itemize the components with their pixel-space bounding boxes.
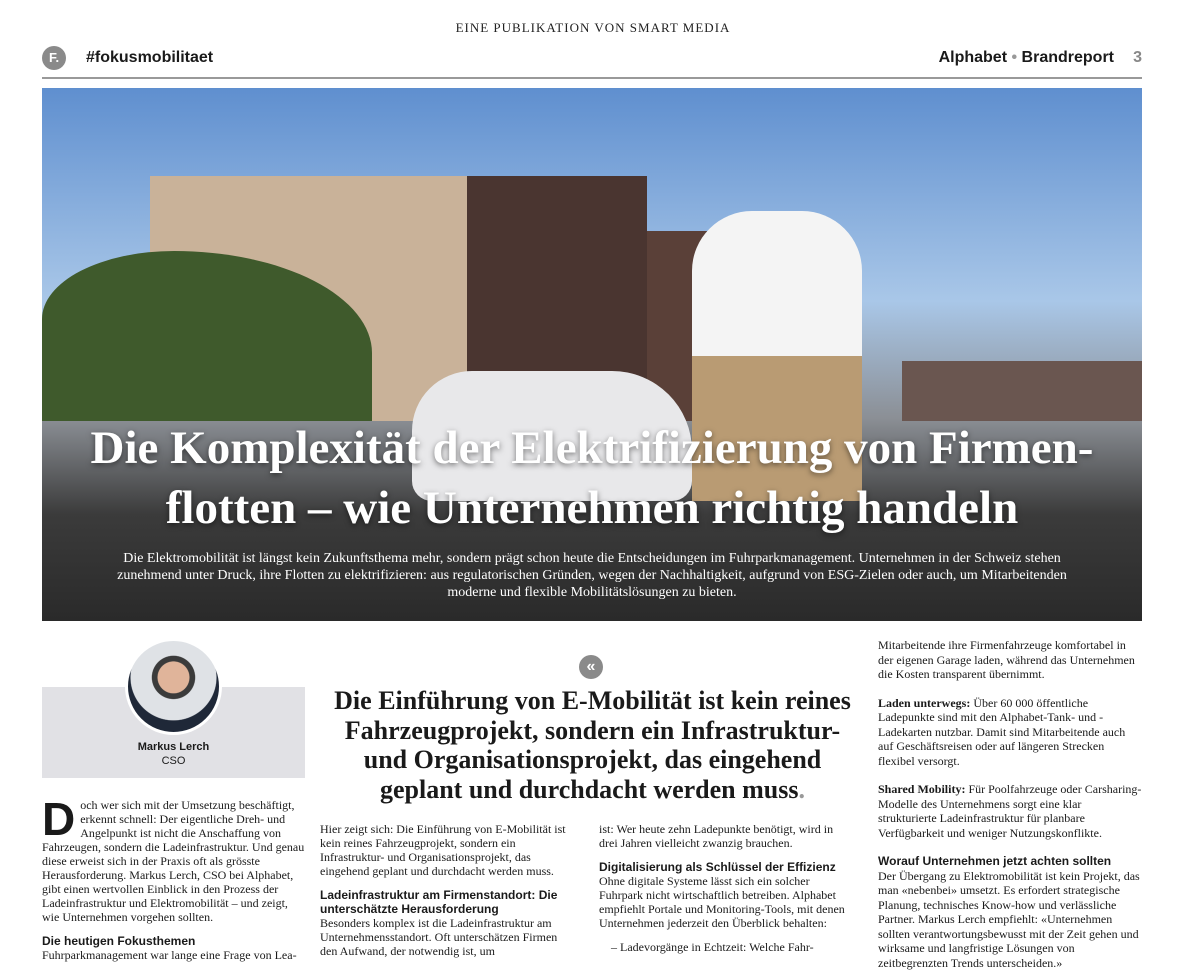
publication-line: EINE PUBLIKATION VON SMART MEDIA	[0, 20, 1186, 36]
hashtag: #fokusmobilitaet	[86, 49, 213, 67]
section-name: Brandreport	[1022, 49, 1114, 66]
quote-icon: «	[579, 655, 603, 679]
subheading: Ladeinfrastruktur am Firmenstandort: Die unterschätzte Herausforderung	[320, 888, 568, 916]
paragraph: Besonders komplex ist die Ladeinfrastruktur am Unternehmensstandort. Oft unterschätzen Firmen den Aufwand, der notwendig ist, um	[320, 916, 568, 958]
article-intro: Die Elektromobilität ist längst kein Zukunftsthema mehr, sondern prägt schon heute die Entscheidungen im Fuhrparkmanagement. Unternehmen in der Schweiz stehen zunehmend unter Druck, ihre Flotten zu elektrifizieren: aus regulatorischen Gründen, wegen der Nachhaltigkeit, aufgrund von ESG-Zielen oder auch, um Mitarbeitenden moderne und flexible Mobilitätslösungen zu bieten.	[102, 550, 1082, 601]
skyline	[902, 361, 1142, 421]
subheading: Worauf Unternehmen jetzt achten sollten	[878, 854, 1143, 869]
avatar	[125, 638, 222, 735]
brand-name: Alphabet	[939, 49, 1007, 66]
pull-quote-dot: .	[799, 775, 806, 804]
title-line: Die Komplexität der Elektrifizierung von Firmen-	[42, 418, 1142, 478]
column-4	[878, 638, 1143, 970]
paragraph	[878, 782, 1143, 840]
paragraph: Hier zeigt sich: Die Einführung von E-Mobilität ist kein reines Fahrzeugprojekt, sondern ein Infrastruktur- und Organisationsprojekt, das eingehend geplant und durchdacht werden muss.	[320, 822, 568, 878]
paragraph-text: Für Poolfahrzeuge oder Carsharing-Modelle des Unternehmens sorgt eine klar strukturierte Ladeinfrastruktur für planbare Verfügbarkeit und weniger Nutzungskonflikte.	[878, 782, 1141, 840]
separator: •	[1011, 49, 1017, 66]
pull-quote	[320, 686, 865, 804]
pull-quote-text: Die Einführung von E-Mobilität ist kein reines Fahrzeugprojekt, sondern ein Infrastruktur- und Organisationsprojekt, das eingehend geplant und durchdacht werden muss	[334, 686, 851, 804]
column-2	[320, 822, 568, 958]
subheading: Digitalisierung als Schlüssel der Effizienz	[599, 860, 847, 874]
paragraph: Mitarbeitende ihre Firmenfahrzeuge komfortabel in der eigenen Garage laden, während das Unternehmen die Kosten transparent übernimmt.	[878, 638, 1143, 682]
drop-cap: D	[42, 799, 75, 839]
column-3	[599, 822, 847, 954]
column-1	[42, 798, 307, 962]
paragraph: Fuhrparkmanagement war lange eine Frage von Lea-	[42, 948, 307, 962]
brand-label	[939, 49, 1114, 67]
paragraph: Ohne digitale Systeme lässt sich ein solcher Fuhrpark nicht wirtschaftlich betreiben. Alphabet empfiehlt Portale und Monitoring-Tools, mit denen Unternehmen jederzeit den Überblick behalten:	[599, 874, 847, 930]
list-item: – Ladevorgänge in Echtzeit: Welche Fahr-	[599, 940, 847, 954]
paragraph: ist: Wer heute zehn Ladepunkte benötigt, wird in drei Jahren vielleicht zwanzig brauchen.	[599, 822, 847, 850]
paragraph: och wer sich mit der Umsetzung beschäftigt, erkennt schnell: Der eigentliche Dreh- und Angelpunkt ist nicht die Anschaffung von Fahrzeugen, sondern die Ladeinfrastruktur. Und genau diese erweist sich in der Praxis oft als grösste Herausforderung. Markus Lerch, CSO bei Alphabet, gibt einen wertvollen Einblick in den Prozess der Ladeinfrastruktur und Elektromobilität – und zeigt, wie Unternehmen vorgehen sollten.	[42, 798, 304, 924]
hero-image	[42, 88, 1142, 621]
run-in-label: Laden unterwegs:	[878, 696, 970, 710]
subheading: Die heutigen Fokusthemen	[42, 934, 307, 948]
author-name: Markus Lerch	[42, 741, 305, 753]
fokus-logo-icon: F.	[42, 46, 66, 70]
run-in-label: Shared Mobility:	[878, 782, 965, 796]
author-role: CSO	[42, 755, 305, 767]
title-line: flotten – wie Unternehmen richtig handeln	[42, 478, 1142, 538]
page-number: 3	[1133, 49, 1142, 67]
paragraph-text: Über 60 000 öffentliche Ladepunkte sind mit den Alphabet-Tank- und -Ladekarten nutzbar. Damit sind Mitarbeitende auch auf Geschäftsreisen oder auf längeren Strecken flexibel versorgt.	[878, 696, 1125, 768]
header-divider	[42, 77, 1142, 79]
paragraph: Der Übergang zu Elektromobilität ist kein Projekt, das man «nebenbei» umsetzt. Es erfordert strategische Planung, technisches Know-how und verlässliche Partner. Markus Lerch empfiehlt: «Unternehmen sollten verantwortungsbewusst mit der Zeit gehen und wirksame und langfristige Lösungen von zeitbegrenzten Trends unterscheiden.»	[878, 869, 1143, 970]
article-title	[42, 418, 1142, 538]
paragraph	[878, 696, 1143, 769]
